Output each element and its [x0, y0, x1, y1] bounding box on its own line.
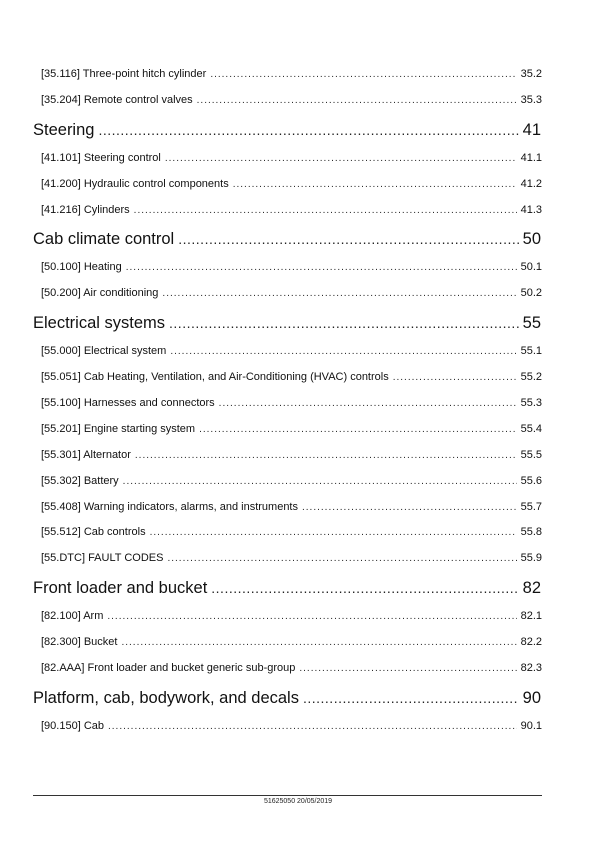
toc-entry-page: 50 [522, 230, 541, 249]
toc-subsection-entry[interactable] [33, 714, 542, 740]
toc-subsection-entry[interactable] [33, 469, 542, 495]
dot-leader [169, 307, 519, 339]
toc-entry-page: 41.3 [520, 203, 542, 216]
toc-entry-page: 35.3 [520, 93, 542, 106]
toc-entry-title: [41.200] Hydraulic control components [41, 177, 229, 190]
dot-leader [134, 198, 517, 224]
toc-subsection-entry[interactable] [33, 281, 542, 307]
toc-entry-page: 90 [522, 688, 541, 707]
toc-subsection-entry[interactable] [33, 255, 542, 281]
dot-leader [233, 172, 517, 198]
toc-section-entry[interactable] [33, 682, 542, 714]
toc-subsection-entry[interactable] [33, 443, 542, 469]
toc-entry-page: 82.1 [520, 610, 542, 623]
dot-leader [162, 281, 516, 307]
toc-subsection-entry[interactable] [33, 520, 542, 546]
toc-entry-title: [41.216] Cylinders [41, 203, 130, 216]
toc-entry-title: Electrical systems [33, 314, 166, 333]
toc-entry-page: 55.5 [520, 448, 542, 461]
footer-rule [33, 795, 542, 796]
toc-entry-page: 55.7 [520, 500, 542, 513]
toc-entry-page: 55.8 [520, 526, 542, 539]
dot-leader [165, 146, 517, 172]
toc-subsection-entry[interactable] [33, 630, 542, 656]
toc-entry-title: Cab climate control [33, 230, 175, 249]
toc-entry-title: [55.512] Cab controls [41, 526, 146, 539]
dot-leader [302, 495, 517, 521]
toc-entry-title: [82.300] Bucket [41, 636, 118, 649]
toc-section-entry[interactable] [33, 114, 542, 146]
toc-entry-title: [50.200] Air conditioning [41, 287, 159, 300]
toc-entry-title: [55.000] Electrical system [41, 345, 167, 358]
toc-subsection-entry[interactable] [33, 339, 542, 365]
toc-entry-page: 41.2 [520, 177, 542, 190]
toc-entry-page: 82.3 [520, 662, 542, 675]
toc-subsection-entry[interactable] [33, 391, 542, 417]
dot-leader [108, 714, 517, 740]
toc-entry-page: 41 [522, 120, 541, 139]
dot-leader [299, 656, 516, 682]
toc-entry-page: 55.3 [520, 397, 542, 410]
toc-entry-page: 50.2 [520, 287, 542, 300]
toc-entry-title: [55.DTC] FAULT CODES [41, 552, 164, 565]
toc-entry-title: Platform, cab, bodywork, and decals [33, 688, 299, 707]
toc-entry-title: [55.100] Harnesses and connectors [41, 397, 215, 410]
toc-section-entry[interactable] [33, 307, 542, 339]
dot-leader [167, 546, 516, 572]
footer-doc-id: 51625050 20/05/2019 [263, 798, 333, 805]
toc-entry-title: [90.150] Cab [41, 719, 104, 732]
dot-leader [126, 255, 517, 281]
toc-entry-page: 55.2 [520, 371, 542, 384]
toc-entry-page: 90.1 [520, 719, 542, 732]
toc-entry-page: 41.1 [520, 151, 542, 164]
dot-leader [219, 391, 517, 417]
toc-entry-title: [82.100] Arm [41, 610, 104, 623]
dot-leader [211, 572, 518, 604]
toc-entry-page: 55.6 [520, 474, 542, 487]
toc-entry-title: [55.302] Battery [41, 474, 119, 487]
dot-leader [123, 469, 517, 495]
toc-entry-title: [35.204] Remote control valves [41, 93, 193, 106]
dot-leader [135, 443, 517, 469]
toc-subsection-entry[interactable] [33, 417, 542, 443]
toc-entry-page: 55.4 [520, 422, 542, 435]
toc-subsection-entry[interactable] [33, 198, 542, 224]
toc-subsection-entry[interactable] [33, 146, 542, 172]
toc-entry-title: [82.AAA] Front loader and bucket generic sub-group [41, 662, 296, 675]
dot-leader [107, 604, 516, 630]
dot-leader [197, 88, 517, 114]
toc-subsection-entry[interactable] [33, 365, 542, 391]
toc-entry-title: [50.100] Heating [41, 261, 122, 274]
toc-entry-page: 35.2 [520, 68, 542, 80]
toc-subsection-entry[interactable] [33, 172, 542, 198]
toc-entry-page: 55.1 [520, 345, 542, 358]
toc-entry-title: [55.301] Alternator [41, 448, 131, 461]
dot-leader [98, 114, 518, 146]
toc-subsection-entry[interactable] [33, 88, 542, 114]
dot-leader [178, 223, 518, 255]
table-of-contents [33, 62, 542, 740]
toc-entry-title: Steering [33, 120, 95, 139]
dot-leader [121, 630, 516, 656]
toc-section-entry[interactable] [33, 223, 542, 255]
dot-leader [210, 62, 516, 88]
toc-section-entry[interactable] [33, 572, 542, 604]
toc-subsection-entry[interactable] [33, 62, 542, 88]
toc-entry-title: [55.201] Engine starting system [41, 422, 196, 435]
toc-entry-page: 55.9 [520, 552, 542, 565]
toc-entry-page: 50.1 [520, 261, 542, 274]
dot-leader [393, 365, 517, 391]
toc-subsection-entry[interactable] [33, 546, 542, 572]
toc-entry-page: 82.2 [520, 636, 542, 649]
toc-subsection-entry[interactable] [33, 656, 542, 682]
toc-entry-page: 82 [522, 579, 541, 598]
dot-leader [303, 682, 519, 714]
dot-leader [150, 520, 517, 546]
toc-entry-title: [41.101] Steering control [41, 151, 161, 164]
dot-leader [199, 417, 516, 443]
toc-entry-title: [55.408] Warning indicators, alarms, and instruments [41, 500, 298, 513]
toc-entry-page: 55 [522, 314, 541, 333]
toc-entry-title: [35.116] Three-point hitch cylinder [41, 68, 207, 80]
toc-subsection-entry[interactable] [33, 604, 542, 630]
dot-leader [170, 339, 516, 365]
toc-subsection-entry[interactable] [33, 495, 542, 521]
toc-entry-title: [55.051] Cab Heating, Ventilation, and Air-Conditioning (HVAC) controls [41, 371, 389, 384]
toc-entry-title: Front loader and bucket [33, 579, 208, 598]
